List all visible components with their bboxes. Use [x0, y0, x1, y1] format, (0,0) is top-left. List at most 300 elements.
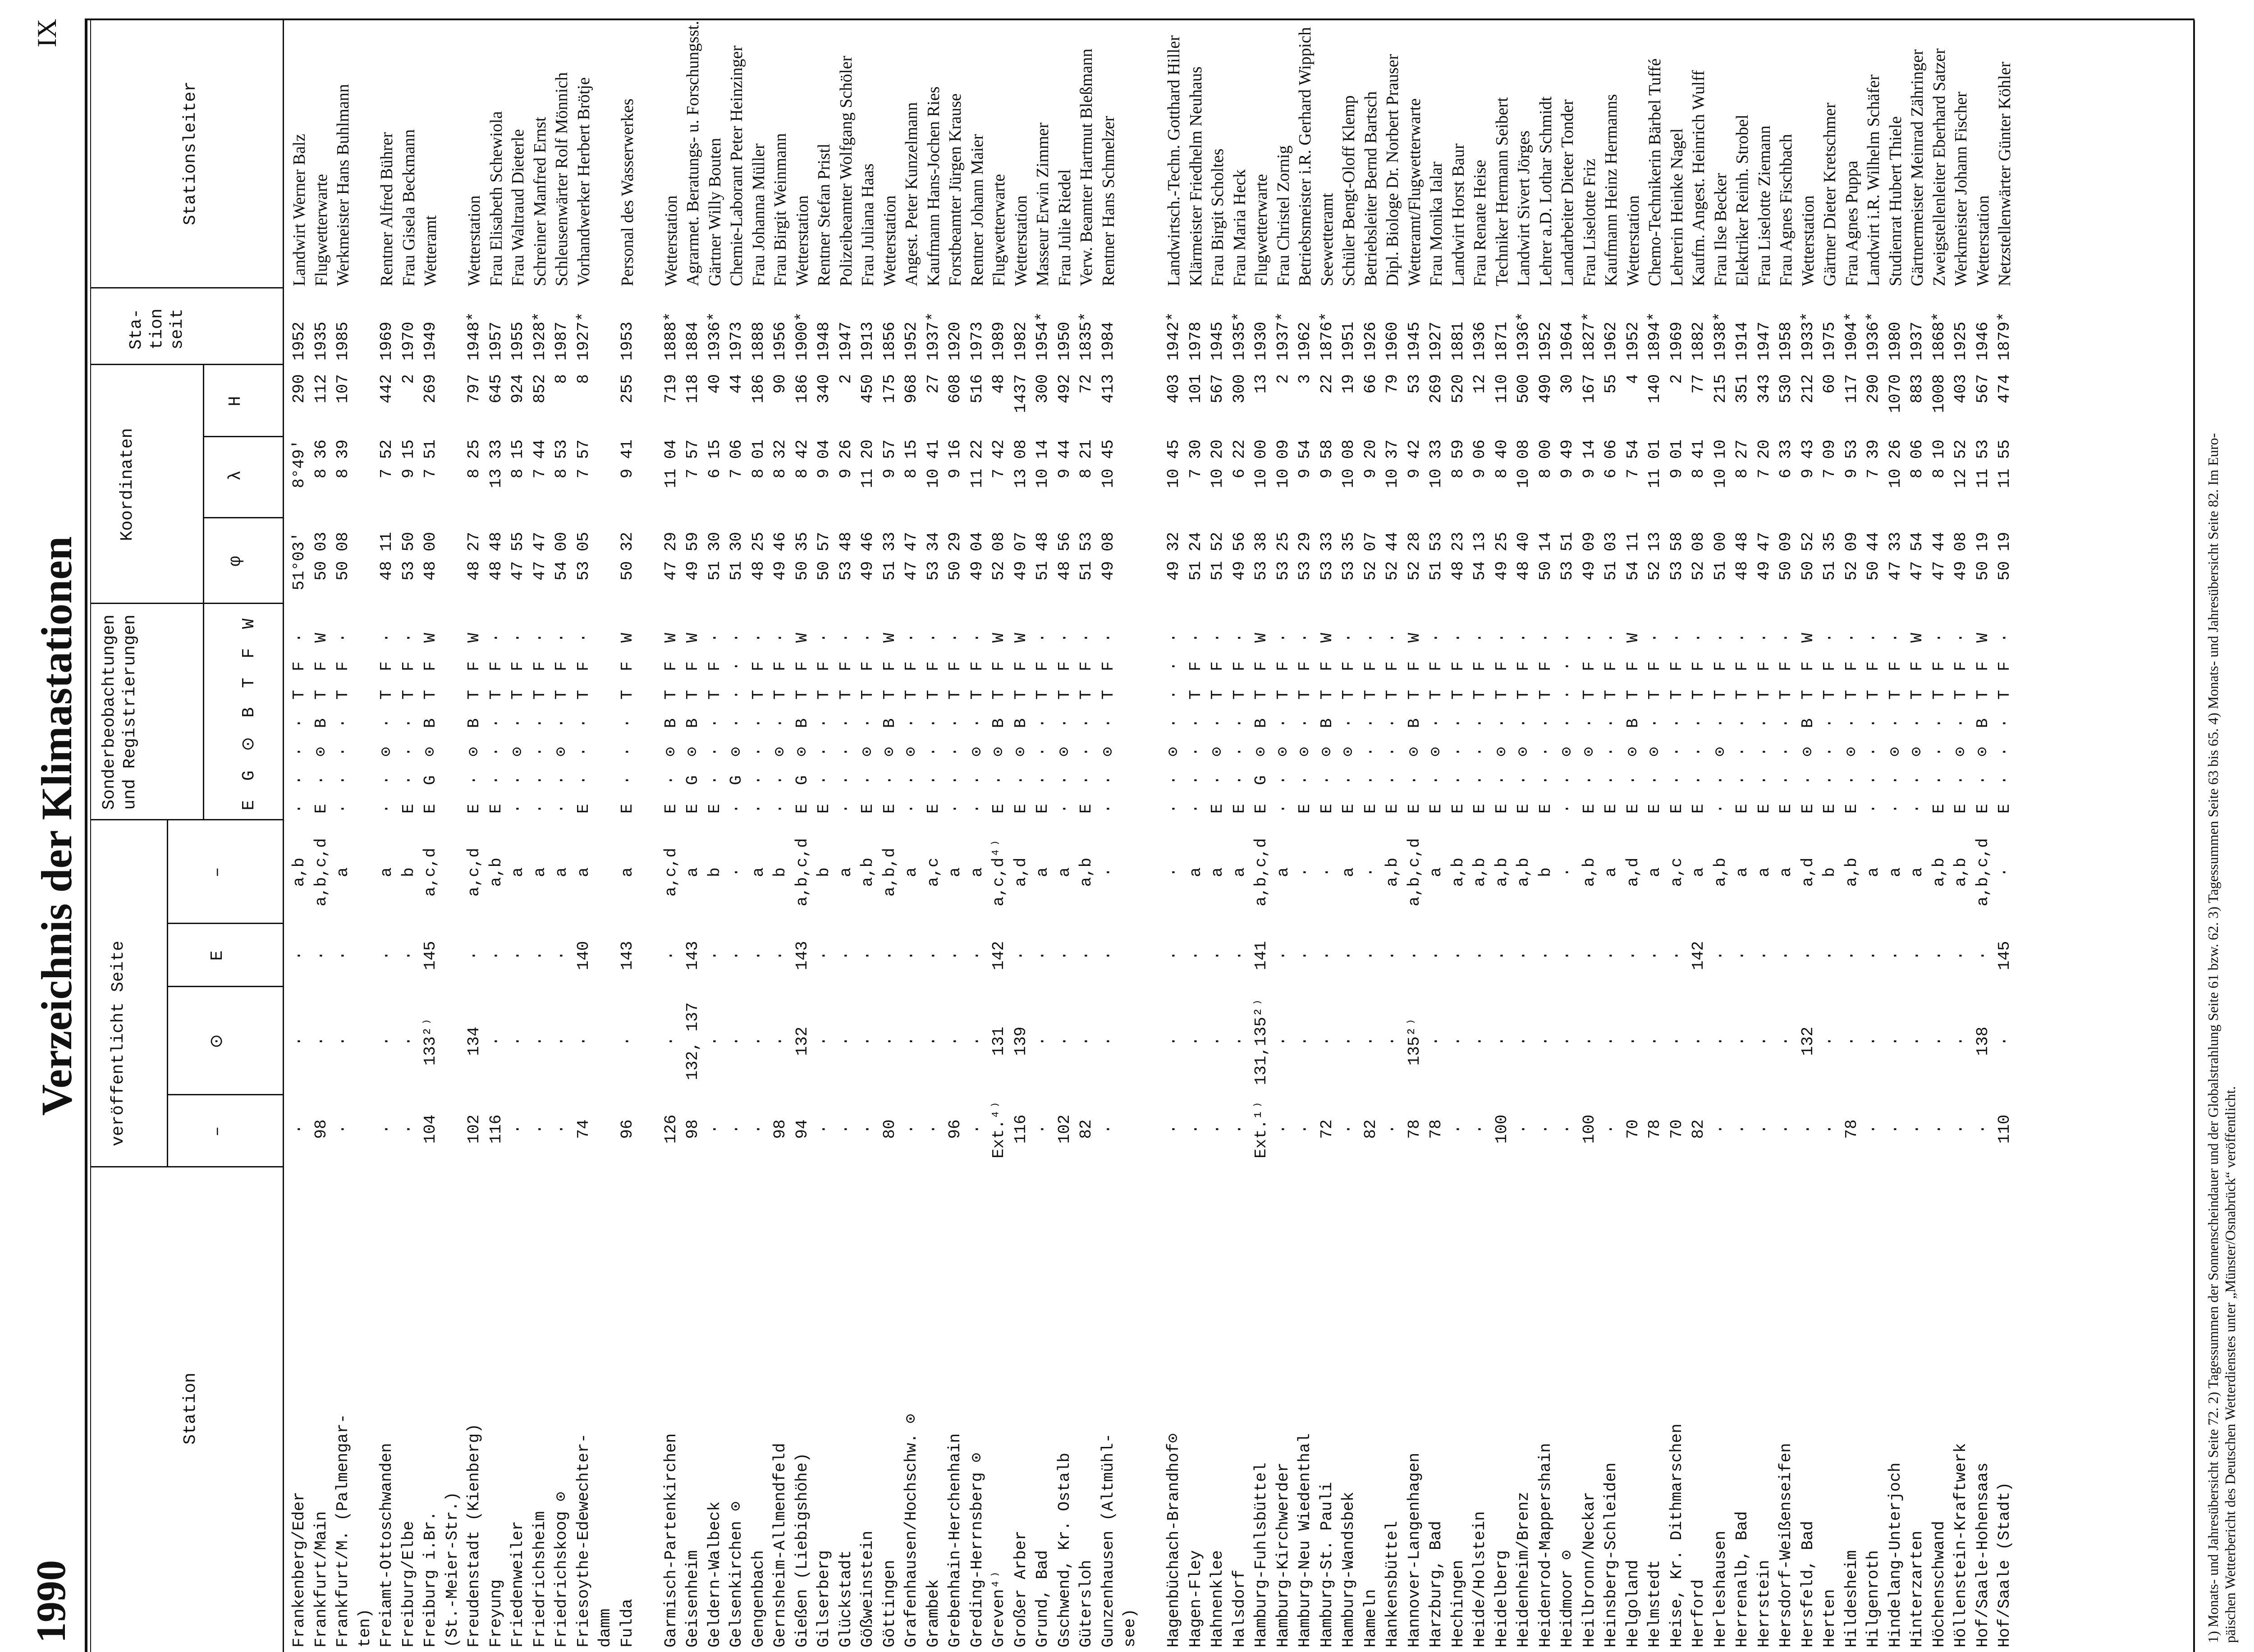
- station-since: 1954*: [1033, 311, 1052, 361]
- latitude: 47 54: [1908, 532, 1926, 581]
- altitude: 8: [574, 374, 593, 384]
- published-page-e: ·: [1623, 951, 1642, 961]
- published-page-dash: ·: [1777, 1124, 1795, 1134]
- station-leader: Wetteramt: [421, 215, 440, 286]
- header-divider: [167, 986, 284, 987]
- published-page-e: ·: [946, 951, 964, 961]
- special-observations: E G ⊙ B T F W: [421, 628, 440, 814]
- published-page-e: ·: [1820, 951, 1839, 961]
- altitude: 60: [1820, 374, 1839, 394]
- altitude: 112: [312, 374, 330, 403]
- station-name: Glückstadt: [836, 1550, 855, 1647]
- latitude: 51 30: [727, 532, 746, 581]
- altitude: 101: [1186, 374, 1205, 403]
- altitude: 403: [1952, 374, 1970, 403]
- latitude: 48 00: [421, 532, 440, 581]
- published-page-dash: ·: [858, 1124, 877, 1134]
- published-page-codes: a: [836, 867, 855, 877]
- altitude: 645: [486, 374, 505, 403]
- published-page-codes: ·: [1558, 867, 1576, 877]
- published-page-circle: ·: [1317, 1036, 1336, 1046]
- station-name: Gößweinstein: [858, 1530, 877, 1647]
- station-leader: Frau Birgit Scholtes: [1208, 148, 1227, 286]
- altitude: 608: [946, 374, 964, 403]
- special-observations: E · · · T F ·: [1033, 628, 1052, 814]
- station-leader: Rentner Stefan Pristl: [815, 143, 834, 286]
- published-page-e: ·: [924, 951, 943, 961]
- station-leader: Frau Waltraud Dieterle: [509, 129, 527, 286]
- table-row: [748, 20, 770, 1652]
- latitude: 49 04: [967, 532, 986, 581]
- published-page-circle: ·: [377, 1036, 396, 1046]
- latitude: 47 47: [902, 532, 921, 581]
- station-leader: Landwirtsch.-Techn. Gotthard Hiller: [1164, 35, 1183, 286]
- published-page-circle: ·: [312, 1036, 330, 1046]
- station-leader: Chemo-Technikerin Bärbel Tuffé: [1645, 58, 1664, 286]
- special-observations: · · · · T F ·: [1186, 628, 1205, 814]
- published-page-circle: ·: [509, 1036, 527, 1046]
- altitude: 351: [1733, 374, 1751, 403]
- station-since: 1928*: [530, 311, 549, 361]
- longitude: 7 57: [683, 439, 702, 479]
- station-since: 1900*: [793, 311, 811, 361]
- longitude: 10 26: [1886, 439, 1905, 489]
- published-page-circle: ·: [1711, 1036, 1730, 1046]
- top-rule: [85, 20, 87, 1652]
- published-page-circle: ·: [1842, 1036, 1861, 1046]
- table-row: [1207, 20, 1229, 1652]
- published-page-e: ·: [552, 951, 571, 961]
- published-page-circle: 133²⁾: [421, 1016, 440, 1066]
- published-page-dash: ·: [705, 1124, 724, 1134]
- longitude: 9 57: [880, 439, 899, 479]
- station-name: Hamburg-Wandsbek: [1339, 1492, 1358, 1647]
- altitude: 442: [377, 374, 396, 403]
- latitude: 48 25: [749, 532, 768, 581]
- table-row: [1710, 20, 1732, 1652]
- altitude: 2: [399, 374, 418, 384]
- published-page-dash: ·: [1033, 1124, 1052, 1134]
- published-page-dash: ·: [1973, 1124, 1992, 1134]
- station-name: Gernsheim-Allmendfeld: [771, 1443, 789, 1647]
- table-row: [1338, 20, 1360, 1652]
- published-page-circle: ·: [1952, 1036, 1970, 1046]
- longitude: 11 01: [1645, 439, 1664, 489]
- published-page-dash: 98: [312, 1119, 330, 1139]
- altitude: 3: [1296, 374, 1314, 384]
- longitude: 8 39: [334, 439, 352, 479]
- published-page-dash: 78: [1842, 1119, 1861, 1139]
- special-observations: E G ⊙ B T F W: [793, 628, 811, 814]
- published-page-e: ·: [967, 951, 986, 961]
- special-observations: E · · · T F ·: [574, 628, 593, 814]
- station-name: Heise, Kr. Dithmarschen: [1667, 1423, 1686, 1647]
- station-since: 1964: [1558, 321, 1576, 361]
- published-page-circle: ·: [661, 1036, 680, 1046]
- latitude: 50 03: [312, 532, 330, 581]
- latitude: 49 08: [1099, 532, 1118, 581]
- station-leader: Gärtner Dieter Kretschmer: [1820, 102, 1839, 286]
- station-leader: Flugwetterwarte: [990, 174, 1008, 286]
- published-page-codes: a,b: [1842, 857, 1861, 887]
- altitude: 883: [1908, 374, 1926, 403]
- table-row: [617, 20, 639, 1652]
- altitude: 255: [618, 374, 637, 403]
- published-page-dash: ·: [727, 1124, 746, 1134]
- station-name: Gelsenkirchen ⊙: [727, 1501, 746, 1647]
- published-page-codes: a: [1886, 867, 1905, 877]
- station-name: Hannover-Langenhagen: [1405, 1452, 1424, 1647]
- station-since: 1827*: [1580, 311, 1599, 361]
- altitude: 403: [1164, 374, 1183, 403]
- published-page-codes: a,c,d: [465, 847, 483, 897]
- station-leader: Landarbeiter Dieter Tonder: [1558, 99, 1577, 286]
- special-observations: · · · · T F ·: [946, 628, 964, 814]
- longitude: 6 33: [1777, 439, 1795, 479]
- special-observations: · · · · T F ·: [290, 628, 308, 814]
- published-page-e: 141: [1252, 941, 1270, 970]
- station-leader: Frau Liselotte Friz: [1580, 159, 1599, 286]
- latitude: 50 08: [334, 532, 352, 581]
- published-page-codes: a: [377, 867, 396, 877]
- station-leader: Frau Johanna Müller: [749, 143, 768, 286]
- longitude: 10 41: [924, 439, 943, 489]
- altitude: 13: [1252, 374, 1270, 394]
- latitude: 47 47: [530, 532, 549, 581]
- published-page-circle: ·: [1536, 1036, 1555, 1046]
- published-page-dash: 100: [1492, 1114, 1511, 1144]
- published-page-codes: a,b: [1492, 857, 1511, 887]
- header-col-e: E: [208, 950, 227, 961]
- longitude: 8 27: [1733, 439, 1751, 479]
- table-row: [1251, 20, 1273, 1652]
- published-page-codes: a: [530, 867, 549, 877]
- station-name: see): [1121, 1608, 1139, 1647]
- header-divider: [203, 604, 204, 820]
- station-name: Hagenbüchach-Brandhof⊙: [1164, 1433, 1183, 1647]
- station-leader: Wetterstation: [1623, 195, 1643, 286]
- table-row: [638, 20, 660, 1652]
- station-leader: Wetterstation: [793, 195, 812, 286]
- published-page-codes: a,b: [1077, 857, 1095, 887]
- latitude: 48 56: [1055, 532, 1074, 581]
- station-leader: Frau Agnes Puppa: [1842, 160, 1861, 286]
- published-page-codes: a,b: [486, 857, 505, 887]
- table-row: [1622, 20, 1645, 1652]
- longitude: 9 20: [1361, 439, 1380, 479]
- altitude: 186: [749, 374, 768, 403]
- station-leader: Frau Liselotte Ziemann: [1755, 125, 1774, 286]
- published-page-circle: ·: [1689, 1036, 1708, 1046]
- station-name: Hildesheim: [1842, 1550, 1861, 1647]
- latitude: 50 57: [815, 532, 833, 581]
- altitude: 215: [1711, 374, 1730, 403]
- special-observations: E · · · T F ·: [705, 628, 724, 814]
- published-page-dash: ·: [1274, 1124, 1292, 1134]
- published-page-circle: 132: [793, 1026, 811, 1056]
- published-page-e: ·: [399, 951, 418, 961]
- latitude: 50 19: [1995, 532, 2014, 581]
- published-page-e: ·: [1077, 951, 1095, 961]
- published-page-e: ·: [858, 951, 877, 961]
- published-page-dash: ·: [902, 1124, 921, 1134]
- published-page-dash: ·: [377, 1124, 396, 1134]
- special-observations: E · · · T F ·: [1929, 628, 1948, 814]
- published-page-e: ·: [1536, 951, 1555, 961]
- special-observations: E · ⊙ B T F W: [880, 628, 899, 814]
- published-page-circle: ·: [771, 1036, 789, 1046]
- header-col-dash2: –: [208, 867, 227, 878]
- altitude: 474: [1995, 374, 2014, 403]
- station-name: Hof/Saale (Stadt): [1995, 1482, 2014, 1647]
- published-page-e: ·: [1645, 951, 1664, 961]
- altitude: 186: [793, 374, 811, 403]
- station-name: Großer Arber: [1011, 1530, 1030, 1647]
- published-page-dash: 82: [1689, 1119, 1708, 1139]
- published-page-e: ·: [530, 951, 549, 961]
- altitude: 567: [1973, 374, 1992, 403]
- station-leader: Verw. Beamter Hartmut Bleßmann: [1077, 48, 1096, 286]
- table-row: [1819, 20, 1841, 1652]
- station-name: Herrstein: [1755, 1560, 1773, 1647]
- longitude: 7 52: [377, 439, 396, 479]
- station-since: 1856: [880, 321, 899, 361]
- published-page-e: ·: [334, 951, 352, 961]
- published-page-circle: ·: [1274, 1036, 1292, 1046]
- longitude: 8 15: [509, 439, 527, 479]
- published-page-e: ·: [1929, 951, 1948, 961]
- table-row: [1469, 20, 1491, 1652]
- station-leader: Lehrer a.D. Lothar Schmidt: [1536, 96, 1555, 286]
- published-page-circle: ·: [574, 1036, 593, 1046]
- published-page-dash: 78: [1427, 1119, 1445, 1139]
- station-name: Herten: [1820, 1589, 1839, 1647]
- special-observations: E · · · T F ·: [1536, 628, 1555, 814]
- altitude: 4: [1623, 374, 1642, 384]
- longitude: 8 41: [1689, 439, 1708, 479]
- altitude: 500: [1514, 374, 1533, 403]
- published-page-codes: a: [1055, 867, 1074, 877]
- latitude: 53 05: [574, 532, 593, 581]
- altitude: 110: [1492, 374, 1511, 403]
- station-since: 1871: [1492, 321, 1511, 361]
- latitude: 49 32: [1164, 532, 1183, 581]
- published-page-circle: ·: [1055, 1036, 1074, 1046]
- special-observations: E · · · T F ·: [1448, 628, 1467, 814]
- altitude: 340: [815, 374, 833, 403]
- published-page-e: ·: [1274, 951, 1292, 961]
- latitude: 51 53: [1427, 532, 1445, 581]
- table-row: [770, 20, 792, 1652]
- published-page-codes: a,b,c,d: [793, 838, 811, 906]
- station-name: Greding-Herrnsberg ⊙: [967, 1452, 986, 1647]
- altitude: 107: [334, 374, 352, 403]
- station-name: Hechingen: [1448, 1560, 1467, 1647]
- published-page-dash: Ext.¹⁾: [1252, 1100, 1270, 1158]
- published-page-e: ·: [1055, 951, 1074, 961]
- station-since: 1952: [290, 321, 308, 361]
- longitude: 9 41: [618, 439, 637, 479]
- special-observations: · · ⊙ · T F ·: [509, 628, 527, 814]
- published-page-codes: a: [1908, 867, 1926, 877]
- published-page-codes: ·: [1296, 867, 1314, 877]
- station-since: 1938*: [1711, 311, 1730, 361]
- published-page-codes: a: [1339, 867, 1358, 877]
- published-page-dash: ·: [1952, 1124, 1970, 1134]
- published-page-dash: ·: [1383, 1124, 1402, 1134]
- station-name: damm: [596, 1608, 614, 1647]
- altitude: 269: [421, 374, 440, 403]
- published-page-e: ·: [1908, 951, 1926, 961]
- published-page-codes: a,b: [1929, 857, 1948, 887]
- special-observations: · G ⊙ · · · ·: [727, 628, 746, 814]
- published-page-e: ·: [1514, 951, 1533, 961]
- published-page-circle: ·: [1886, 1036, 1905, 1046]
- station-leader: Netzstellenwärter Günter Köhler: [1995, 61, 2014, 286]
- station-since: 1868*: [1929, 311, 1948, 361]
- published-page-dash: ·: [1886, 1124, 1905, 1134]
- altitude: 212: [1798, 374, 1817, 403]
- station-name: Herford: [1689, 1579, 1708, 1647]
- published-page-e: ·: [312, 951, 330, 961]
- station-leader: Gärtner Willy Bouten: [705, 137, 724, 286]
- station-name: Geisenheim: [683, 1550, 702, 1647]
- station-leader: Rentner Johann Maier: [967, 134, 987, 286]
- published-page-dash: ·: [1755, 1124, 1773, 1134]
- latitude: 54 13: [1471, 532, 1489, 581]
- published-page-e: ·: [1952, 951, 1970, 961]
- longitude: 11 20: [858, 439, 877, 489]
- station-leader: Studienrat Hubert Thiele: [1886, 116, 1905, 286]
- special-observations: E · · · T F ·: [924, 628, 943, 814]
- published-page-circle: ·: [1777, 1036, 1795, 1046]
- special-observations: · · · · T F ·: [1864, 628, 1883, 814]
- table-row: [857, 20, 879, 1652]
- station-since: 1884: [683, 321, 702, 361]
- station-since: 1948*: [465, 311, 483, 361]
- published-page-codes: a,b: [1514, 857, 1533, 887]
- station-leader: Forstbeamter Jürgen Krause: [946, 93, 965, 286]
- table-row: [332, 20, 354, 1652]
- published-page-dash: 102: [465, 1114, 483, 1144]
- table-row: [792, 20, 814, 1652]
- altitude: 492: [1055, 374, 1074, 403]
- published-page-codes: a: [509, 867, 527, 877]
- station-leader: Polizeibeamter Wolfgang Schöler: [836, 55, 856, 286]
- longitude: 10 33: [1427, 439, 1445, 489]
- published-page-dash: 80: [880, 1119, 899, 1139]
- published-page-dash: ·: [1798, 1124, 1817, 1134]
- altitude: 530: [1777, 374, 1795, 403]
- table-row: [420, 20, 442, 1652]
- latitude: 51 30: [705, 532, 724, 581]
- station-name: Grebenhain-Herchenhain: [946, 1433, 964, 1647]
- station-name: Freiburg i.Br.: [421, 1511, 440, 1647]
- longitude: 8 32: [771, 439, 789, 479]
- published-page-e: ·: [486, 951, 505, 961]
- longitude: 10 20: [1208, 439, 1227, 489]
- station-leader: Angest. Peter Kunzelmann: [902, 102, 921, 286]
- header-sonder: Sonderbeobachtungen und Registrierungen: [100, 614, 140, 810]
- published-page-dash: ·: [1164, 1124, 1183, 1134]
- longitude: 11 22: [967, 439, 986, 489]
- station-leader: Frau Maria Heck: [1230, 169, 1249, 286]
- station-name: Heilbronn/Neckar: [1580, 1492, 1599, 1647]
- page-number: IX: [32, 18, 62, 47]
- published-page-dash: 110: [1995, 1114, 2014, 1144]
- table-row: [1950, 20, 1972, 1652]
- published-page-codes: a,b: [1448, 857, 1467, 887]
- special-observations: E · ⊙ B T F W: [1317, 628, 1336, 814]
- altitude: 413: [1099, 374, 1118, 403]
- published-page-e: ·: [1383, 951, 1402, 961]
- station-since: 1920: [946, 321, 964, 361]
- special-observations: · · ⊙ · T F ·: [902, 628, 921, 814]
- altitude: 118: [683, 374, 702, 403]
- station-name: Gschwend, Kr. Ostalb: [1055, 1452, 1074, 1647]
- altitude: 2: [1274, 374, 1292, 384]
- station-leader: Frau Renate Heise: [1471, 160, 1489, 286]
- special-observations: E · · · T F ·: [1361, 628, 1380, 814]
- published-page-dash: ·: [1558, 1124, 1576, 1134]
- latitude: 49 46: [858, 532, 877, 581]
- table-row: [311, 20, 333, 1652]
- longitude: 7 06: [727, 439, 746, 479]
- published-page-dash: 102: [1055, 1114, 1074, 1144]
- published-page-codes: a: [967, 867, 986, 877]
- station-name: (St.-Meier-Str.): [443, 1492, 462, 1647]
- published-page-dash: ·: [1208, 1124, 1227, 1134]
- published-page-circle: ·: [552, 1036, 571, 1046]
- table-row: [1513, 20, 1535, 1652]
- longitude: 7 54: [1623, 439, 1642, 479]
- table-row: [1994, 20, 2016, 1652]
- header-col-circle: ⊙: [208, 1034, 227, 1048]
- published-page-codes: a: [334, 867, 352, 877]
- published-page-dash: ·: [1230, 1124, 1249, 1134]
- longitude: 10 00: [1252, 439, 1270, 489]
- station-since: 1987: [552, 321, 571, 361]
- published-page-circle: ·: [1623, 1036, 1642, 1046]
- published-page-dash: ·: [1186, 1124, 1205, 1134]
- station-table-body: [289, 20, 2016, 1652]
- header-lambda: λ: [226, 470, 245, 481]
- longitude: 10 10: [1711, 439, 1730, 489]
- station-since: 1937*: [924, 311, 943, 361]
- published-page-circle: ·: [290, 1036, 308, 1046]
- published-page-codes: a: [1645, 867, 1664, 877]
- station-leader: Frau Birgit Weinmann: [771, 133, 790, 286]
- published-page-dash: 74: [574, 1119, 593, 1139]
- table-row: [1185, 20, 1207, 1652]
- published-page-codes: a,b,d: [880, 847, 899, 897]
- longitude: 6 22: [1230, 439, 1249, 479]
- published-page-e: ·: [509, 951, 527, 961]
- table-row: [1644, 20, 1666, 1652]
- special-observations: · · ⊙ · T F ·: [1055, 628, 1074, 814]
- longitude: 8 10: [1929, 439, 1948, 479]
- published-page-circle: ·: [486, 1036, 505, 1046]
- latitude: 53 34: [924, 532, 943, 581]
- special-observations: · · · · T F ·: [836, 628, 855, 814]
- station-name: Friesoythe-Edewechter-: [574, 1433, 593, 1647]
- published-page-dash: ·: [530, 1124, 549, 1134]
- special-observations: E · ⊙ · T F ·: [1645, 628, 1664, 814]
- altitude: 797: [465, 374, 483, 403]
- table-row: [1579, 20, 1601, 1652]
- published-page-dash: 116: [486, 1114, 505, 1144]
- special-observations: E · ⊙ B T F W: [465, 628, 483, 814]
